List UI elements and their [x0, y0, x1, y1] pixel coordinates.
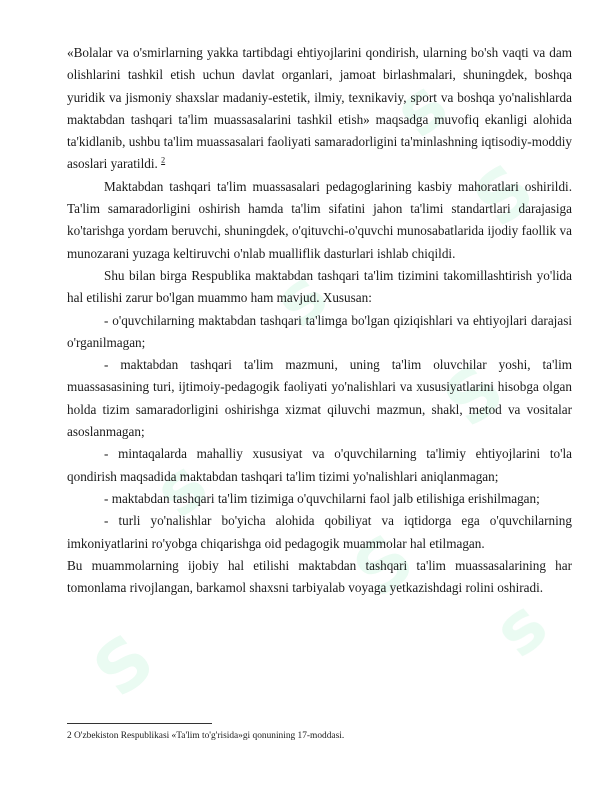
- paragraph: Bu muammolarning ijobiy hal etilishi maktabdan tashqari ta'lim muassasalarining har tomonlama rivojlangan, barkamol shaxsni tarbiyalab voyaga yetkazishdagi rolini oshiradi.: [67, 557, 572, 596]
- svg-text:s: s: [138, 443, 223, 534]
- list-item: - turli yo'nalishlar bo'yicha alohida qobiliyat va iqtidorga ega o'quvchilarning imkoniyatlarini ro'yobga chiqarishga oid pedagogik muammolar hal etilmagan.: [67, 513, 572, 551]
- list-item: - maktabdan tashqari ta'lim mazmuni, uning ta'lim oluvchilar yoshi, ta'lim muassasasining turi, ijtimoiy-pedagogik faoliyati yo'nalishlari va xususiyatlarini hisobga olgan holda tizim samaradorligini oshirishga xizmat qiluvchi mazmun, shakl, metod va vositalar asoslanmagan;: [67, 357, 572, 440]
- paragraph: «Bolalar va o'smirlarning yakka tartibdagi ehtiyojlarini qondirish, ularning bo'sh vaqti va dam olishlarini tashkil etish uchun davlat organlari, jamoat birlashmalari, shuningdek, boshqa yuridik va jismoniy shaxslar madaniy-estetik, ilmiy, texnikaviy, sport va boshqa yo'nalishlarda maktabdan tashqari ta'lim muassasalarini tashkil etish» maqsadga muvofiq ekanligi alohida ta'kidlanib, ushbu ta'lim muassasalari faoliyati samaradorligini ta'minlashning iqtisodiy-moddiy asoslari yaratildi. $^2$: [67, 45, 572, 172]
- document-body: [67, 42, 572, 599]
- paragraph: Maktabdan tashqari ta'lim muassasalari pedagoglarining kasbiy mahoratlari oshirildi. Ta'lim samaradorligini oshirish hamda ta'lim sifatini jahon ta'limi standartlari darajasiga ko'tarishga yordam beruvchi, shuningdek, o'qituvchi-o'quvchi munosabatlarida ijodiy faollik va munozarani yuzaga keltiruvchi o'nlab mualliflik dasturlari ishlab chiqildi.: [67, 178, 572, 261]
- svg-text:s: s: [378, 63, 463, 154]
- svg-text:S: S: [458, 147, 550, 244]
- paragraph: Shu bilan birga Respublika maktabdan tashqari ta'lim tizimini takomillashtirish yo'lida hal etilishi zarur bo'lgan muammo ham mavjud. Xususan:: [67, 267, 572, 306]
- list-item: - o'quvchilarning maktabdan tashqari ta'limga bo'lgan qiziqishlari va ehtiyojlari darajasi o'rganilmagan;: [67, 312, 572, 350]
- svg-text:S: S: [338, 517, 430, 614]
- footnote: 2 O'zbekiston Respublikasi «Ta'lim to'g'risida»gi qonunining 17-moddasi.: [67, 731, 345, 741]
- footnote-separator: [67, 723, 212, 724]
- svg-text:S: S: [78, 617, 170, 714]
- footnote-reference[interactable]: 2: [161, 156, 166, 166]
- list-item: - maktabdan tashqari ta'lim tizimiga o'quvchilarni faol jalb etilishiga erishilmagan;: [104, 490, 540, 506]
- svg-text:S: S: [428, 347, 520, 444]
- svg-text:s: s: [258, 253, 343, 344]
- list-item: - mintaqalarda mahalliy xususiyat va o'quvchilarning ta'limiy ehtiyojlarini to'la qondirish maqsadida maktabdan tashqari ta'lim tizimi yo'nalishlari aniqlanmagan;: [67, 446, 572, 484]
- svg-text:s: s: [478, 583, 563, 674]
